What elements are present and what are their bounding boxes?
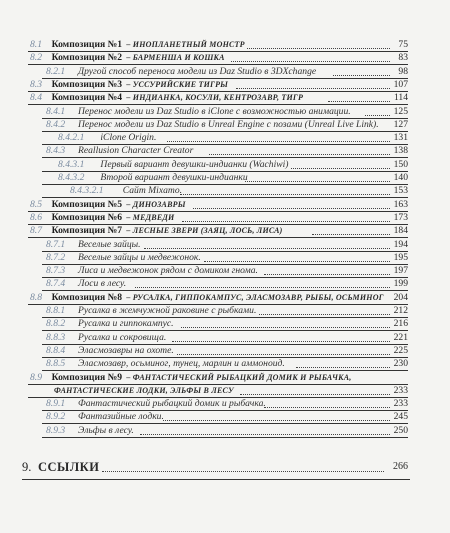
toc-page-number: 225 xyxy=(393,344,408,356)
toc-entry[interactable] xyxy=(0,357,450,371)
toc-number: 8.4.1 xyxy=(46,105,66,117)
toc-number: 8.4.3.2.1 xyxy=(70,185,104,197)
toc-entry[interactable] xyxy=(0,304,450,318)
toc-number: 9. xyxy=(22,460,32,474)
toc-number: 8.9 xyxy=(30,371,42,383)
toc-number: 8.8.2 xyxy=(46,318,66,330)
toc-page-number: 153 xyxy=(393,185,408,197)
toc-entry[interactable] xyxy=(0,344,450,358)
toc-section-title: – МЕДВЕДИ xyxy=(126,212,175,222)
toc-leader xyxy=(264,274,390,275)
toc-text: Композиция №8 xyxy=(51,291,123,303)
toc-text: Русалка и гиппокампус. xyxy=(78,318,174,330)
toc-entry[interactable] xyxy=(0,51,450,65)
toc-page-number: 150 xyxy=(393,158,408,170)
toc-section-title: – ДИНОЗАВРЫ xyxy=(126,199,186,209)
toc-text: Другой способ переноса модели из Daz Studio в 3DXchange xyxy=(78,65,317,77)
toc-section-title: – УССУРИЙСКИЕ ТИГРЫ xyxy=(126,79,229,89)
toc-leader xyxy=(144,248,390,249)
toc-entry[interactable] xyxy=(0,38,450,52)
toc-number: 8.4.2.1 xyxy=(58,132,85,144)
toc-leader xyxy=(167,141,390,142)
toc-section-title: – ФАНТАСТИЧЕСКИЙ РЫБАЦКИЙ ДОМИК И РЫБАЧКА, xyxy=(126,372,352,382)
toc-section-title: – БАРМЕНША И КОШКА xyxy=(126,53,225,63)
toc-text: Веселые зайцы. xyxy=(78,238,141,250)
toc-text: Перенос модели из Daz Studio в iClone с возможностью анимации. xyxy=(78,105,351,117)
toc-section-title: – ИНДИАНКА, КОСУЛИ, КЕНТРОЗАВР, ТИГР xyxy=(126,93,304,103)
toc-leader xyxy=(264,407,390,408)
toc-number: 8.8 xyxy=(30,291,42,303)
toc-entry[interactable] xyxy=(0,144,450,158)
toc-text: iClone Origin. xyxy=(100,132,157,144)
toc-number: 8.4.3 xyxy=(46,145,66,157)
toc-number: 8.6 xyxy=(30,211,42,223)
toc-leader xyxy=(247,48,390,49)
toc-text: Лиса и медвежонок рядом с домиком гнома. xyxy=(78,265,258,277)
toc-number: 8.2.1 xyxy=(46,65,66,77)
toc-section-title: – РУСАЛКА, ГИППОКАМПУС, ЭЛАСМОЗАВР, РЫБЫ, ОСЬМИНОГ xyxy=(126,292,384,302)
toc-number: 8.4 xyxy=(30,92,42,104)
toc-title: ССЫЛКИ xyxy=(38,460,100,474)
toc-number: 8.7.4 xyxy=(46,278,66,290)
toc-leader xyxy=(177,354,390,355)
toc-page-number: 125 xyxy=(393,105,408,117)
toc-leader xyxy=(328,101,390,102)
toc-page-number: 216 xyxy=(393,318,408,330)
toc-entry[interactable] xyxy=(0,198,450,212)
toc-number: 8.9.1 xyxy=(46,398,66,410)
toc-leader xyxy=(291,168,390,169)
toc-page-number: 245 xyxy=(393,411,408,423)
toc-leader xyxy=(231,61,390,62)
toc-entry[interactable] xyxy=(0,118,450,132)
toc-page-number: 250 xyxy=(393,424,408,436)
toc-page-number: 221 xyxy=(393,331,408,343)
toc-number: 8.7.1 xyxy=(46,238,66,250)
toc-page-number: 197 xyxy=(393,265,408,277)
toc-number: 8.2 xyxy=(30,52,42,64)
toc-entry[interactable] xyxy=(0,371,450,385)
toc-entry[interactable] xyxy=(0,424,450,438)
toc-number: 8.8.3 xyxy=(46,331,66,343)
toc-number: 8.8.5 xyxy=(46,358,66,370)
toc-page-number: 204 xyxy=(393,291,408,303)
toc-entry[interactable] xyxy=(0,105,450,119)
toc-section-title: – ИНОПЛАНЕТНЫЙ МОНСТР xyxy=(126,40,245,49)
toc-text: Второй вариант девушки-индианки xyxy=(100,172,248,183)
toc-text: Фантазийные лодки. xyxy=(78,411,164,423)
toc-text: Эласмозавр, осьминог, тунец, марлин и аммоноид. xyxy=(78,358,285,370)
toc-page-number: 131 xyxy=(393,132,408,144)
toc-text: Русалка и сокровища. xyxy=(78,331,167,343)
toc-page-number: 127 xyxy=(393,118,408,130)
toc-number: 8.7.2 xyxy=(46,251,66,263)
toc-underline xyxy=(42,437,408,438)
toc-text: Эласмозавры на охоте. xyxy=(78,344,174,356)
toc-text: Сайт Mixamo. xyxy=(122,185,183,197)
toc-underline xyxy=(22,479,410,480)
toc-entry[interactable] xyxy=(0,131,450,145)
toc-entry[interactable] xyxy=(0,331,450,345)
toc-entry[interactable] xyxy=(0,277,450,291)
toc-page-number: 114 xyxy=(393,92,408,104)
toc-text: Композиция №7 xyxy=(51,225,123,237)
toc-section-title: – ЛЕСНЫЕ ЗВЕРИ (ЗАЯЦ, ЛОСЬ, ЛИСА) xyxy=(126,226,283,236)
toc-entry[interactable] xyxy=(0,251,450,265)
toc-entry-links[interactable] xyxy=(22,457,410,477)
toc-number: 8.8.1 xyxy=(46,305,66,316)
toc-text: Композиция №4 xyxy=(51,92,123,104)
toc-text: Композиция №1 xyxy=(51,39,123,50)
toc-number: 8.1 xyxy=(30,39,42,50)
toc-text: Лоси в лесу. xyxy=(78,278,127,290)
toc-leader xyxy=(240,394,390,395)
toc-page-number: 194 xyxy=(393,238,408,250)
toc-text: Эльфы в лесу. xyxy=(78,424,134,436)
toc-text: Перенос модели из Daz Studio в Unreal Engine с позами (Unreal Live Link). xyxy=(78,118,379,130)
toc-page-number: 199 xyxy=(393,278,408,290)
toc-page-number: 140 xyxy=(393,172,408,183)
toc-page-number: 230 xyxy=(393,358,408,370)
toc-text: Веселые зайцы и медвежонок. xyxy=(78,251,201,263)
toc-page-number: 138 xyxy=(393,145,408,157)
toc-page-number: 98 xyxy=(398,65,408,77)
toc-entry[interactable] xyxy=(0,91,450,105)
toc-text: Композиция №5 xyxy=(51,198,123,210)
toc-leader xyxy=(163,420,390,421)
toc-number: 8.4.2 xyxy=(46,118,66,130)
toc-leader xyxy=(209,154,390,155)
toc-entry[interactable] xyxy=(0,397,450,411)
toc-entry[interactable] xyxy=(0,410,450,424)
toc-leader xyxy=(140,434,390,435)
toc-leader xyxy=(181,327,390,328)
toc-number: 8.3 xyxy=(30,78,42,90)
toc-leader xyxy=(312,234,390,235)
toc-leader xyxy=(365,115,390,116)
toc-leader xyxy=(193,208,390,209)
toc-page-number: 212 xyxy=(393,305,408,316)
toc-leader xyxy=(236,88,390,89)
toc-leader xyxy=(135,287,390,288)
toc-entry[interactable] xyxy=(0,184,450,198)
toc-page-number: 83 xyxy=(398,52,408,64)
toc-leader xyxy=(180,194,390,195)
toc-section-title: ФАНТАСТИЧЕСКИЕ ЛОДКИ, ЭЛЬФЫ В ЛЕСУ xyxy=(54,385,234,395)
toc-leader xyxy=(172,341,390,342)
toc-page-number: 173 xyxy=(393,211,408,223)
toc-page-number: 163 xyxy=(393,198,408,210)
toc-entry[interactable] xyxy=(0,264,450,278)
toc-leader xyxy=(182,221,390,222)
toc-page-number: 184 xyxy=(393,225,408,237)
toc-text: Фантастический рыбацкий домик и рыбачка. xyxy=(78,398,266,410)
toc-entry[interactable] xyxy=(0,291,450,305)
toc-page-number: 233 xyxy=(393,384,408,396)
toc-number: 8.4.3.1 xyxy=(58,158,85,170)
toc-page-number: 266 xyxy=(393,461,408,472)
toc-leader xyxy=(204,261,390,262)
toc-leader xyxy=(296,367,390,368)
toc-leader xyxy=(102,471,384,472)
toc-leader xyxy=(245,181,390,182)
toc-number: 8.9.3 xyxy=(46,424,66,436)
toc-number: 8.8.4 xyxy=(46,344,66,356)
toc-entry[interactable] xyxy=(0,317,450,331)
toc-entry[interactable] xyxy=(0,78,450,92)
toc-entry[interactable] xyxy=(0,224,450,238)
toc-number: 8.7 xyxy=(30,225,42,237)
toc-text: Композиция №6 xyxy=(51,211,123,223)
toc-entry[interactable] xyxy=(0,158,450,172)
toc-entry[interactable] xyxy=(0,65,450,79)
toc-text: Композиция №2 xyxy=(51,52,123,64)
toc-number: 8.5 xyxy=(30,198,42,210)
toc-page-number: 107 xyxy=(393,78,408,90)
toc-text: Русалка в жемчужной раковине с рыбками. xyxy=(78,305,257,316)
toc-number: 8.9.2 xyxy=(46,411,66,423)
toc-entry[interactable] xyxy=(0,211,450,225)
toc-text: Reallusion Character Creator xyxy=(78,145,194,157)
toc-number: 8.4.3.2 xyxy=(58,172,85,183)
toc-entry[interactable] xyxy=(0,384,450,398)
toc-text: Первый вариант девушки-индианки (Wachiwi) xyxy=(100,158,289,170)
toc-entry[interactable] xyxy=(0,238,450,252)
toc-entry[interactable] xyxy=(0,171,450,185)
toc-page-number: 195 xyxy=(393,251,408,263)
toc-leader xyxy=(259,314,390,315)
toc-page-number: 233 xyxy=(393,398,408,410)
toc-leader xyxy=(333,75,390,76)
toc-number: 8.7.3 xyxy=(46,265,66,277)
toc-text: Композиция №9 xyxy=(51,371,123,383)
toc-text: Композиция №3 xyxy=(51,78,123,90)
toc-page-number: 75 xyxy=(398,39,408,50)
